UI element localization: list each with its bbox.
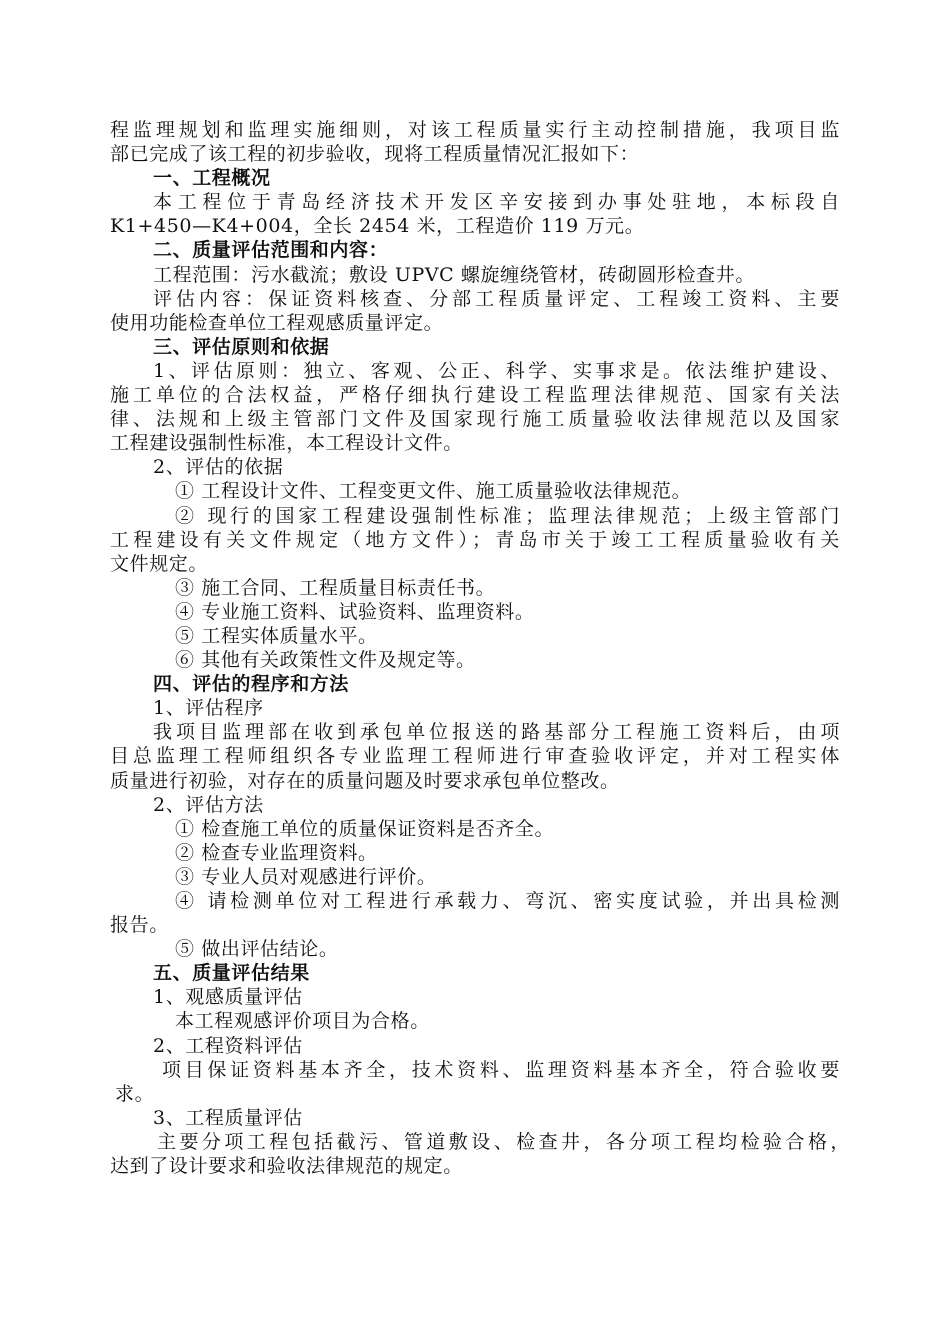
text-line: 本工程位于青岛经济技术开发区辛安接到办事处驻地，本标段自 — [153, 191, 840, 214]
text-line: K1+450—K4+004，全长 2454 米，工程造价 119 万元。 — [110, 215, 645, 238]
text-line: 程监理规划和监理实施细则，对该工程质量实行主动控制措施，我项目监 — [110, 119, 840, 141]
text-line: ⑤ 做出评估结论。 — [175, 938, 339, 961]
text-line: ③ 专业人员对观感进行评价。 — [175, 865, 437, 888]
text-line: ① 工程设计文件、工程变更文件、施工质量验收法律规范。 — [175, 480, 692, 503]
text-line: 1、评估程序 — [153, 697, 264, 720]
text-line: 达到了设计要求和验收法律规范的规定。 — [110, 1155, 463, 1178]
text-line: 3、工程质量评估 — [153, 1106, 303, 1129]
text-line: 工程建设强制性标准，本工程设计文件。 — [110, 432, 463, 455]
text-line: 本工程观感评价项目为合格。 — [175, 1010, 430, 1033]
text-line: 1、观感质量评估 — [153, 986, 303, 1009]
text-line: ③ 施工合同、工程质量目标责任书。 — [175, 576, 496, 599]
text-line: 评估内容：保证资料核查、分部工程质量评定、工程竣工资料、主要 — [153, 287, 840, 310]
text-line: 工程范围：污水截流；敷设 UPVC 螺旋缠绕管材，砖砌圆形检查井。 — [153, 263, 755, 286]
text-line: ② 检查专业监理资料。 — [175, 841, 378, 864]
section-heading: 二、质量评估范围和内容： — [153, 239, 389, 262]
text-line: 主要分项工程包括截污、管道敷设、检查井，各分项工程均检验合格， — [157, 1130, 850, 1153]
section-heading: 三、评估原则和依据 — [153, 335, 330, 358]
text-line: 目总监理工程师组织各专业监理工程师进行审查验收评定，并对工程实体 — [110, 745, 840, 768]
text-line: 项目保证资料基本齐全，技术资料、监理资料基本齐全，符合验收要 — [162, 1058, 840, 1081]
text-line: 律、法规和上级主管部门文件及国家现行施工质量验收法律规范以及国家 — [110, 408, 840, 431]
text-line: 工程建设有关文件规定（地方文件）；青岛市关于竣工工程质量验收有关 — [110, 528, 840, 551]
text-line: 施工单位的合法权益，严格仔细执行建设工程监理法律规范、国家有关法 — [110, 384, 840, 407]
text-line: ④ 专业施工资料、试验资料、监理资料。 — [175, 600, 535, 623]
text-line: 部已完成了该工程的初步验收，现将工程质量情况汇报如下： — [110, 143, 640, 166]
section-heading: 五、质量评估结果 — [153, 962, 310, 985]
text-line: 我项目监理部在收到承包单位报送的路基部分工程施工资料后，由项 — [153, 721, 840, 744]
text-line: ⑥ 其他有关政策性文件及规定等。 — [175, 649, 476, 672]
text-line: 2、评估的依据 — [153, 456, 284, 479]
section-heading: 四、评估的程序和方法 — [153, 673, 350, 696]
text-line: 2、工程资料评估 — [153, 1034, 303, 1057]
text-line: 报告。 — [110, 914, 169, 937]
text-line: 质量进行初验，对存在的质量问题及时要求承包单位整改。 — [110, 769, 620, 792]
text-line: ⑤ 工程实体质量水平。 — [175, 624, 378, 647]
text-line: ② 现行的国家工程建设强制性标准；监理法律规范；上级主管部门 — [175, 504, 840, 527]
text-line: ① 检查施工单位的质量保证资料是否齐全。 — [175, 817, 555, 840]
text-line: 文件规定。 — [110, 552, 209, 575]
section-heading: 一、工程概况 — [153, 167, 271, 190]
text-line: 使用功能检查单位工程观感质量评定。 — [110, 311, 444, 334]
document-body — [0, 118, 950, 1178]
text-line: 2、评估方法 — [153, 793, 264, 816]
text-line: ④ 请检测单位对工程进行承载力、弯沉、密实度试验，并出具检测 — [175, 890, 840, 912]
text-line: 求。 — [115, 1082, 155, 1105]
text-line: 1、评估原则：独立、客观、公正、科学、实事求是。依法维护建设、 — [153, 359, 840, 382]
